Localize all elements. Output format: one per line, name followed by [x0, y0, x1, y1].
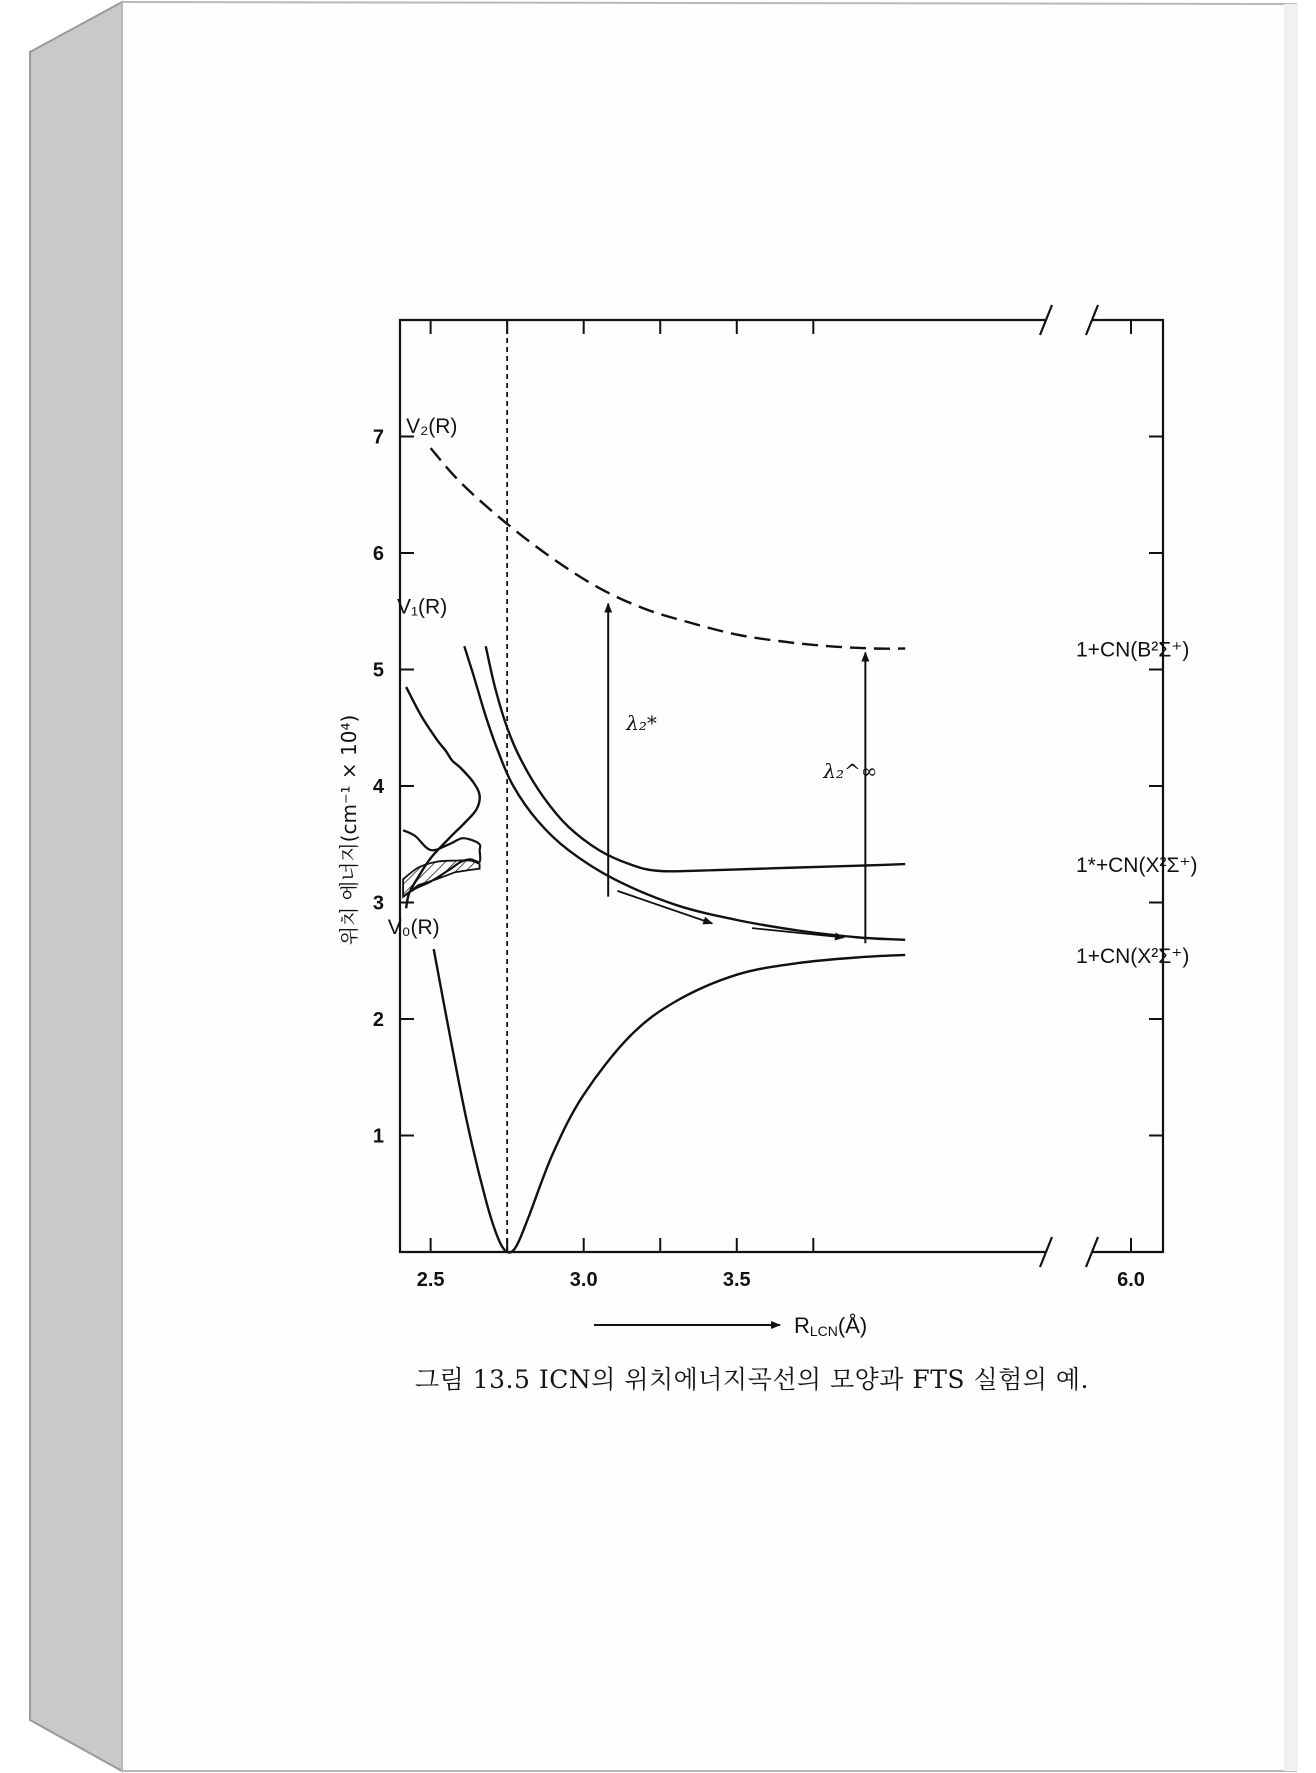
y-tick-label-7: 7 [372, 426, 384, 449]
annotation-1-cn-b: 1+CN(B²Σ⁺) [1076, 638, 1190, 662]
y-tick-label-2: 2 [372, 1009, 384, 1031]
book-spine [30, 2, 122, 1771]
book-page-face [122, 2, 1296, 1771]
annotation-v-r: V₂(R) [406, 414, 458, 438]
x-axis-label-sub: LCN [809, 1323, 838, 1339]
annotation-v-r: V₀(R) [387, 915, 440, 939]
y-axis-label: 위치 에너지(cm⁻¹ × 10⁴) [337, 714, 361, 946]
x-tick-label-3-5: 3.5 [722, 1269, 751, 1291]
figure-caption: 그림 13.5 ICN의 위치에너지곡선의 모양과 FTS 실험의 예. [415, 1365, 1089, 1394]
y-tick-label-4: 4 [372, 776, 384, 798]
book-page-right-edge [1284, 4, 1298, 1771]
y-tick-label-3: 3 [372, 892, 384, 915]
y-tick-label-6: 6 [372, 543, 384, 565]
y-tick-label-5: 5 [372, 659, 384, 682]
transition-label-1: λ₂* [626, 711, 657, 736]
x-tick-label-3-0: 3.0 [569, 1269, 598, 1291]
transition-label-2: λ₂^∞ [823, 758, 878, 783]
y-tick-label-1: 1 [372, 1125, 384, 1148]
x-tick-label-2-5: 2.5 [416, 1269, 445, 1291]
x-tick-label-6-0: 6.0 [1117, 1269, 1145, 1291]
annotation-1-cn-x: 1*+CN(X²Σ⁺) [1076, 854, 1198, 878]
x-axis-label-main: R [794, 1313, 810, 1338]
annotation-v-r: V₁(R) [396, 595, 448, 619]
x-axis-label-tail: (Å) [837, 1313, 868, 1338]
annotation-1-cn-x: 1+CN(X²Σ⁺) [1076, 944, 1190, 968]
